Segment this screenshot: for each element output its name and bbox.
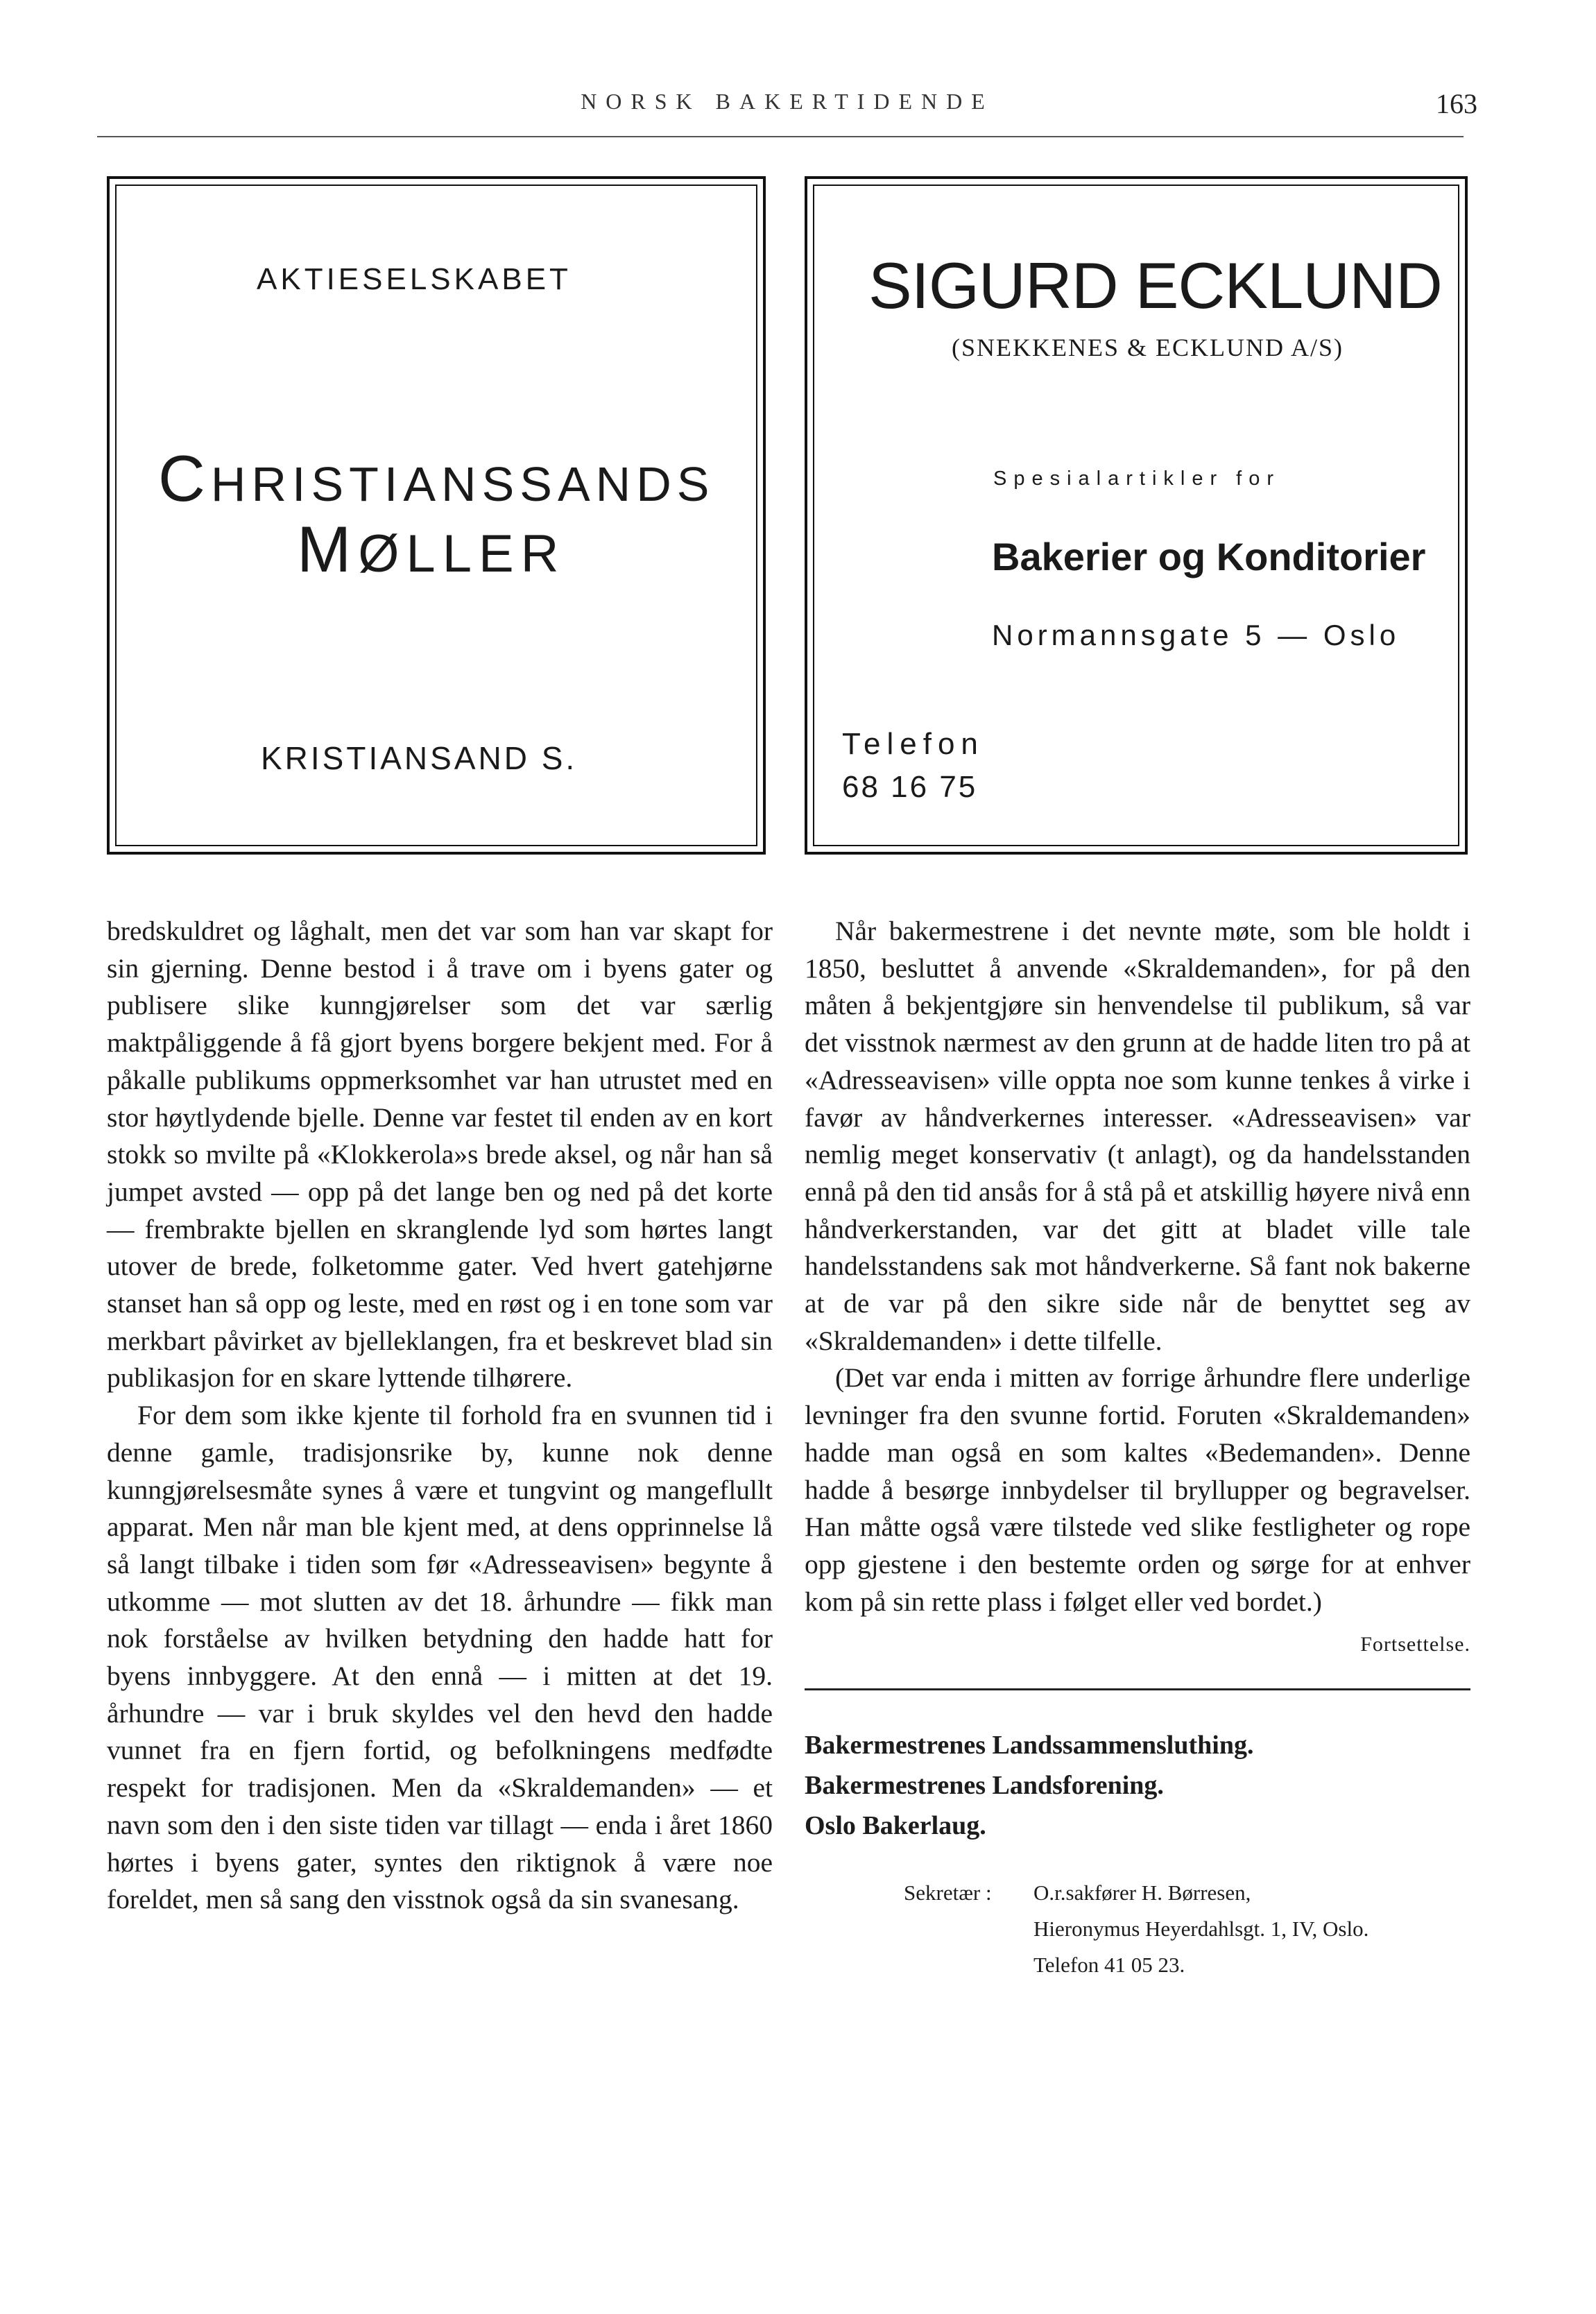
ad-company-type: AKTIESELSKABET [257,262,572,296]
ad-city: KRISTIANSAND S. [261,740,578,776]
organization-name: Bakermestrenes Landsforening. [805,1771,1164,1801]
continued-note: Fortsettelse. [1360,1633,1470,1656]
organization-name: Bakermestrenes Landssammensluthing. [805,1731,1254,1760]
ad-telefon-number: 68 16 75 [842,770,978,804]
article-column-left [107,913,773,1919]
secretary-block [805,1875,1470,1983]
paragraph: (Det var enda i mitten av forrige århundre flere underlige levninger fra den svunne fortid. Foruten «Skraldemanden» hadde man også en som kaltes «Bedemanden». Denne hadde å besørge innbydelser til bryllupper og begravelser. Han måtte også være tilstede ved slike festligheter og rope opp gjestene i den bestemte orden og sørge for at enhver kom på sin rette plass i følget eller ved bordet.) [805,1362,1470,1617]
ad-specialty: Spesialartikler for [993,468,1281,490]
section-rule [805,1688,1470,1690]
secretary-line: Telefon 41 05 23. [1033,1953,1185,1978]
ad-christianssands-moller [107,176,766,855]
paragraph: bredskuldret og låghalt, men det var som han var skapt for sin gjerning. Denne bestod i å trave om i byens gater og publisere slike kunngjørelser som det var særlig maktpåliggende å få gjort byens borgere bekjent med. For å påkalle publikums oppmerksomhet var han utrustet med en stor høytlydende bjelle. Denne var festet til enden av en kort stokk so mvilte på «Klokkerola»s brede aksel, og når han så jumpet avsted — opp på det lange ben og ned på det korte — frembrakte bjellen en skranglende lyd som hørtes langt utover de brede, folketomme gater. Ved hvert gatehjørne stanset han så opp og leste, med en røst og i en tone som var merkbart påvirket av bjelleklangen, fra et beskrevet blad sin publikasjon for en skare lyttende tilhørere. [107,916,773,1394]
ad-address: Normannsgate 5 — Oslo [992,619,1400,651]
article-column-right [805,913,1470,1983]
ad-sigurd-ecklund [805,176,1468,855]
journal-title: NORSK BAKERTIDENDE [581,89,994,114]
ad-initial-c: C [158,442,211,515]
paragraph: For dem som ikke kjente til forhold fra en svunnen tid i denne gamle, tradisjonsrike by, kunne nok denne kunngjørelsesmåte synes å være et tungvint og mangeflullt apparat. Men når man ble kjent med, at dens opprinnelse lå så langt tilbake i tiden som før «Adresseavisen» begynte å utkomme — mot slutten av det 18. århundre — fikk man nok forståelse av hvilken betydning den hadde hatt for byens innbyggere. At den ennå — i mitten at det 19. århundre — var i bruk skyldes vel den hevd den hadde vunnet fra en fjern fortid, og befolkningens medfødte respekt for tradisjonen. Men da «Skraldemanden» — et navn som den i den siste tiden var tillagt — enda i året 1860 hørtes i byens gater, syntes den riktignok å være noe foreldet, men så sang den visstnok også da sin svanesang. [107,1400,773,1915]
page-number: 163 [1436,88,1477,119]
header-rule [97,136,1464,137]
ad-name-rest-2: ØLLER [358,524,566,583]
paragraph: Når bakermestrene i det nevnte møte, som ble holdt i 1850, besluttet å anvende «Skraldemanden», for på den måten å bekjentgjøre sin henvendelse til publikum, så var det visstnok nærmest av den grunn at de hadde liten tro på at «Adresseavisen» ville oppta noe som kunne tenkes å virke i favør av håndverkernes interesser. «Adresseavisen» var nemlig meget konservativ (t anlagt), og da handelsstanden ennå på den tid ansås for å stå på et atskillig høyere nivå enn håndverkerstanden, var det gitt at bladet ville tale handelsstandens sak mot håndverkerne. Så fant nok bakerne at de var på den sikre side når de benyttet seg av «Skraldemanden» i dette tilfelle. [805,916,1470,1356]
ad-telefon-label: Telefon [842,727,984,761]
secretary-label: Sekretær : [904,1880,992,1905]
ad-initial-m: M [297,513,359,585]
secretary-line: Hieronymus Heyerdahlsgt. 1, IV, Oslo. [1033,1917,1369,1942]
organization-name: Oslo Bakerlaug. [805,1811,986,1841]
ad-company-subtitle: (SNEKKENES & ECKLUND A/S) [952,334,1344,361]
ad-name-rest-1: HRISTIANSSANDS [210,457,715,511]
secretary-line: O.r.sakfører H. Børresen, [1033,1880,1251,1905]
ad-company-name-line2 [297,512,566,587]
ad-company-name-line1 [158,441,714,516]
ad-company-name: SIGURD ECKLUND [868,249,1442,322]
page-header [97,89,1477,133]
ad-trade: Bakerier og Konditorier [992,535,1426,578]
